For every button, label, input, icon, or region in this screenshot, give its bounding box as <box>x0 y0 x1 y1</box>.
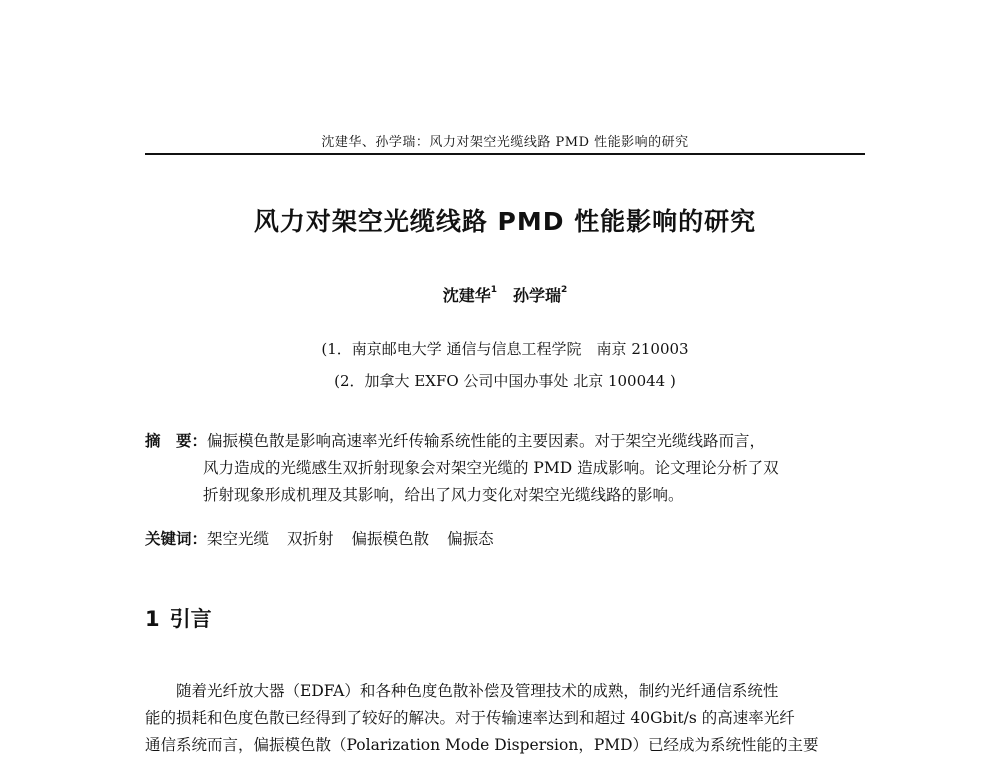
author-affil-mark: 1 <box>490 284 497 295</box>
paragraph-line: 通信系统而言，偏振模色散（Polarization Mode Dispersion，PMD）已经成为系统性能的主要 <box>145 736 819 754</box>
authors <box>145 283 865 306</box>
affiliation-1: (1．南京邮电大学 通信与信息工程学院 南京 210003 <box>321 340 689 358</box>
section-title: 引言 <box>169 607 212 631</box>
abstract-line <box>145 428 867 455</box>
abstract-line: 风力造成的光缆感生双折射现象会对架空光缆的 PMD 造成影响。论文理论分析了双 <box>203 459 779 477</box>
section-heading <box>145 603 212 633</box>
abstract-line: 折射现象形成机理及其影响，给出了风力变化对架空光缆线路的影响。 <box>203 486 684 504</box>
keywords-label: 关键词： <box>145 530 208 548</box>
paragraph-line: 能的损耗和色度色散已经得到了较好的解决。对于传输速率达到和超过 40Gbit/s 的高速率光纤 <box>145 709 795 727</box>
abstract <box>145 428 867 509</box>
section-number: 1 <box>145 607 160 631</box>
keywords <box>145 526 867 553</box>
keyword: 偏振态 <box>447 530 494 548</box>
keyword: 偏振模色散 <box>351 530 430 548</box>
intro-paragraph <box>145 678 867 759</box>
running-header: 沈建华、孙学瑞：风力对架空光缆线路 PMD 性能影响的研究 <box>321 135 689 150</box>
author-affil-mark: 2 <box>561 284 568 295</box>
affiliation-2: (2．加拿大 EXFO 公司中国办事处 北京 100044 ) <box>334 372 676 390</box>
keyword: 双折射 <box>287 530 334 548</box>
abstract-label: 摘 要： <box>145 432 208 450</box>
author-name: 孙学瑞 <box>513 286 562 305</box>
paragraph-line: 随着光纤放大器（EDFA）和各种色度色散补偿及管理技术的成熟，制约光纤通信系统性 <box>176 682 779 700</box>
paper-title: 风力对架空光缆线路 PMD 性能影响的研究 <box>253 207 757 236</box>
author-name: 沈建华 <box>442 286 491 305</box>
header-rule <box>145 153 865 155</box>
abstract-text: 偏振模色散是影响高速率光纤传输系统性能的主要因素。对于架空光缆线路而言， <box>207 432 766 450</box>
keyword: 架空光缆 <box>207 530 270 548</box>
